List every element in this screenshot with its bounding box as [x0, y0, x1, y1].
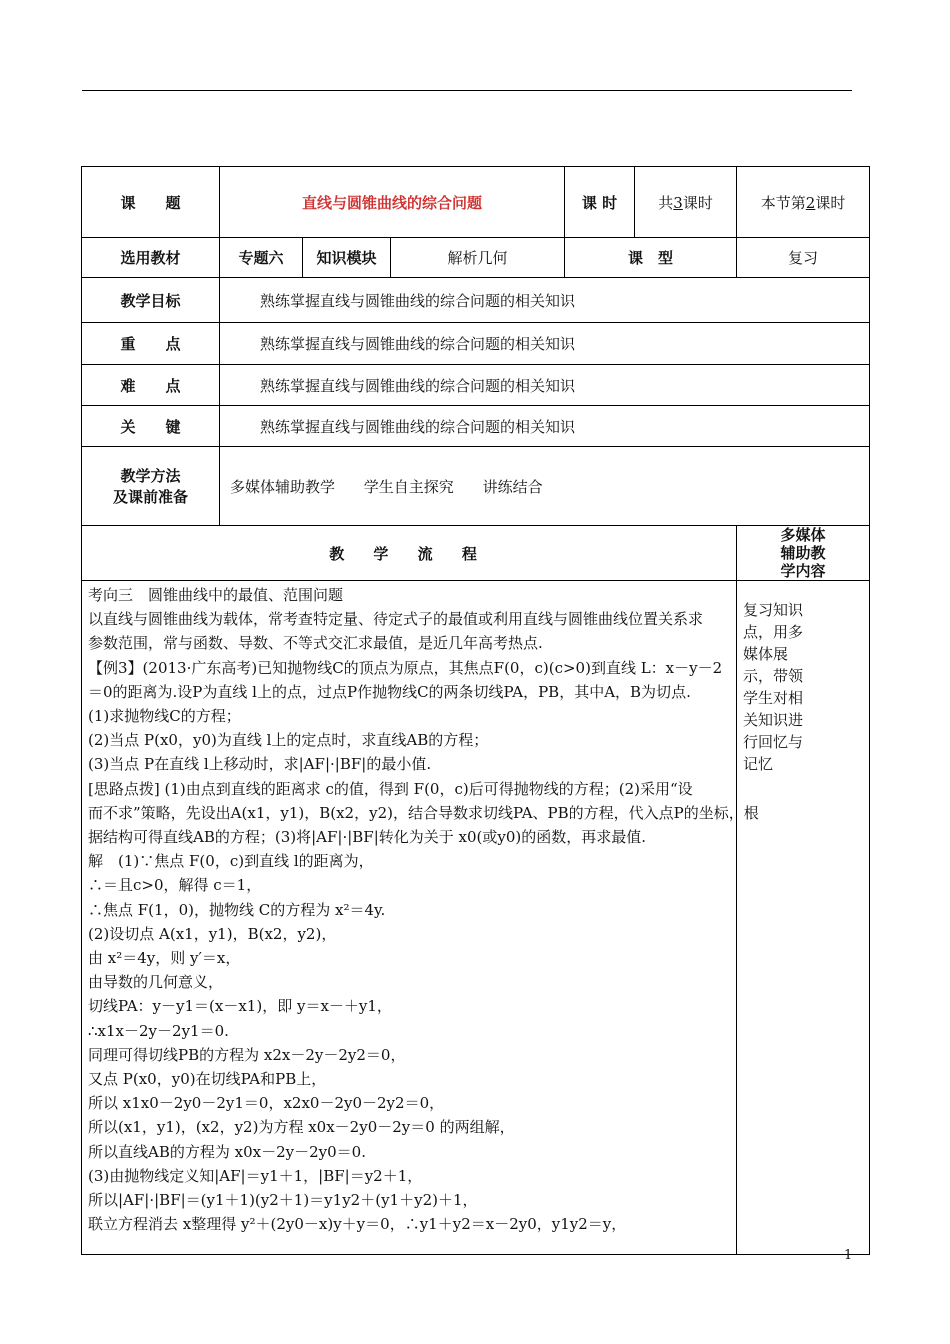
- total-hours: 共3课时: [635, 167, 737, 238]
- content-line: 又点 P(x0，y0)在切线PA和PB上，: [88, 1070, 327, 1089]
- content-line: 所以 x1x0－2y0－2y1＝0，x2x0－2y0－2y2＝0，: [88, 1094, 445, 1113]
- key-point-text: 熟练掌握直线与圆锥曲线的综合问题的相关知识: [220, 323, 870, 365]
- key-point-label: 重 点: [82, 323, 220, 365]
- flow-content: [82, 581, 759, 1255]
- module-value: 解析几何: [391, 238, 565, 278]
- content-line: (3)由抛物线定义知|AF|＝y1＋1，|BF|＝y2＋1，: [88, 1166, 423, 1185]
- textbook-label: 选用教材: [82, 238, 220, 278]
- page-number: 1: [844, 1248, 853, 1263]
- content-line: 而不求”策略，先设出A(x1，y1)，B(x2，y2)，结合导数求切线PA、PB的方程，代入点P的坐标，根: [88, 803, 759, 822]
- content-line: (1)求抛物线C的方程；: [88, 707, 241, 726]
- type-value: 复习: [737, 238, 870, 278]
- content-line: 【例3】(2013·广东高考)已知抛物线C的顶点为原点，其焦点F(0，c)(c>0)到直线 L：x－y－2: [88, 658, 723, 677]
- content-line: 以直线与圆锥曲线为载体，常考查特定量、待定式子的最值或利用直线与圆锥曲线位置关系求: [88, 610, 704, 629]
- goal-text: 熟练掌握直线与圆锥曲线的综合问题的相关知识: [220, 278, 870, 323]
- content-line: 由 x²＝4y，则 y′＝x，: [88, 949, 241, 968]
- content-line: 所以(x1，y1)，(x2，y2)为方程 x0x－2y0－2y＝0 的两组解，: [88, 1118, 515, 1137]
- method-item: 讲练结合: [482, 477, 543, 496]
- content-line: ∴x1x－2y－2y1＝0.: [88, 1021, 229, 1040]
- content-line: 解 (1)∵焦点 F(0，c)到直线 l的距离为，: [88, 852, 374, 871]
- content-line: (3)当点 P在直线 l上移动时，求|AF|·|BF|的最小值.: [88, 755, 432, 774]
- content-line: ∴焦点 F(1，0)，抛物线 C的方程为 x²＝4y.: [88, 900, 386, 919]
- method-item: 学生自主探究: [363, 477, 454, 496]
- media-header: 多媒体 辅助教 学内容: [737, 526, 870, 581]
- content-line: (2)设切点 A(x1，y1)，B(x2，y2)，: [88, 924, 337, 943]
- method-list: [220, 447, 870, 526]
- hours-label: 课 时: [565, 167, 635, 238]
- critical-text: 熟练掌握直线与圆锥曲线的综合问题的相关知识: [220, 406, 870, 447]
- content-line: 所以|AF|·|BF|＝(y1＋1)(y2＋1)＝y1y2＋(y1＋y2)＋1，: [88, 1191, 478, 1210]
- method-label: 教学方法 及课前准备: [82, 447, 220, 526]
- flow-header: 教 学 流 程: [82, 526, 737, 581]
- media-notes: 复习知识 点，用多 媒体展 示，带领 学生对相 关知识进 行回忆与 记忆: [737, 581, 870, 1255]
- content-line: 所以直线AB的方程为 x0x－2y－2y0＝0.: [88, 1142, 366, 1161]
- lesson-plan-table: [81, 166, 870, 1255]
- module-label: 知识模块: [303, 238, 391, 278]
- page-title: 直线与圆锥曲线的综合问题: [220, 167, 565, 238]
- difficulty-text: 熟练掌握直线与圆锥曲线的综合问题的相关知识: [220, 365, 870, 406]
- header-rule: [82, 90, 852, 91]
- goal-label: 教学目标: [82, 278, 220, 323]
- content-line: 由导数的几何意义，: [88, 973, 224, 992]
- content-line: ∴＝且c>0，解得 c＝1，: [88, 876, 262, 895]
- method-item: 多媒体辅助教学: [230, 477, 336, 496]
- content-line: 据结构可得直线AB的方程；(3)将|AF|·|BF|转化为关于 x0(或y0)的函数，再求最值.: [88, 828, 647, 847]
- content-line: 联立方程消去 x整理得 y²＋(2y0－x)y＋y＝0，∴y1＋y2＝x－2y0，y1y2＝y，: [88, 1215, 627, 1234]
- content-line: 参数范围，常与函数、导数、不等式交汇求最值，是近几年高考热点.: [88, 634, 543, 653]
- content-line: [思路点拨] (1)由点到直线的距离求 c的值，得到 F(0，c)后可得抛物线的方程；(2)采用“设: [88, 779, 693, 798]
- course-label: 课 题: [82, 167, 220, 238]
- critical-label: 关 键: [82, 406, 220, 447]
- difficulty-label: 难 点: [82, 365, 220, 406]
- type-label: 课 型: [565, 238, 737, 278]
- content-line: ＝0的距离为.设P为直线 l上的点，过点P作抛物线C的两条切线PA，PB，其中A，B为切点.: [88, 682, 691, 701]
- content-line: 考向三 圆锥曲线中的最值、范围问题: [88, 586, 344, 604]
- content-line: 同理可得切线PB的方程为 x2x－2y－2y2＝0，: [88, 1045, 406, 1064]
- topic-value: 专题六: [220, 238, 303, 278]
- content-line: (2)当点 P(x0，y0)为直线 l上的定点时，求直线AB的方程；: [88, 731, 489, 750]
- current-hour: 本节第2课时: [737, 167, 870, 238]
- content-line: 切线PA：y－y1＝(x－x1)，即 y＝x－＋y1，: [88, 997, 392, 1016]
